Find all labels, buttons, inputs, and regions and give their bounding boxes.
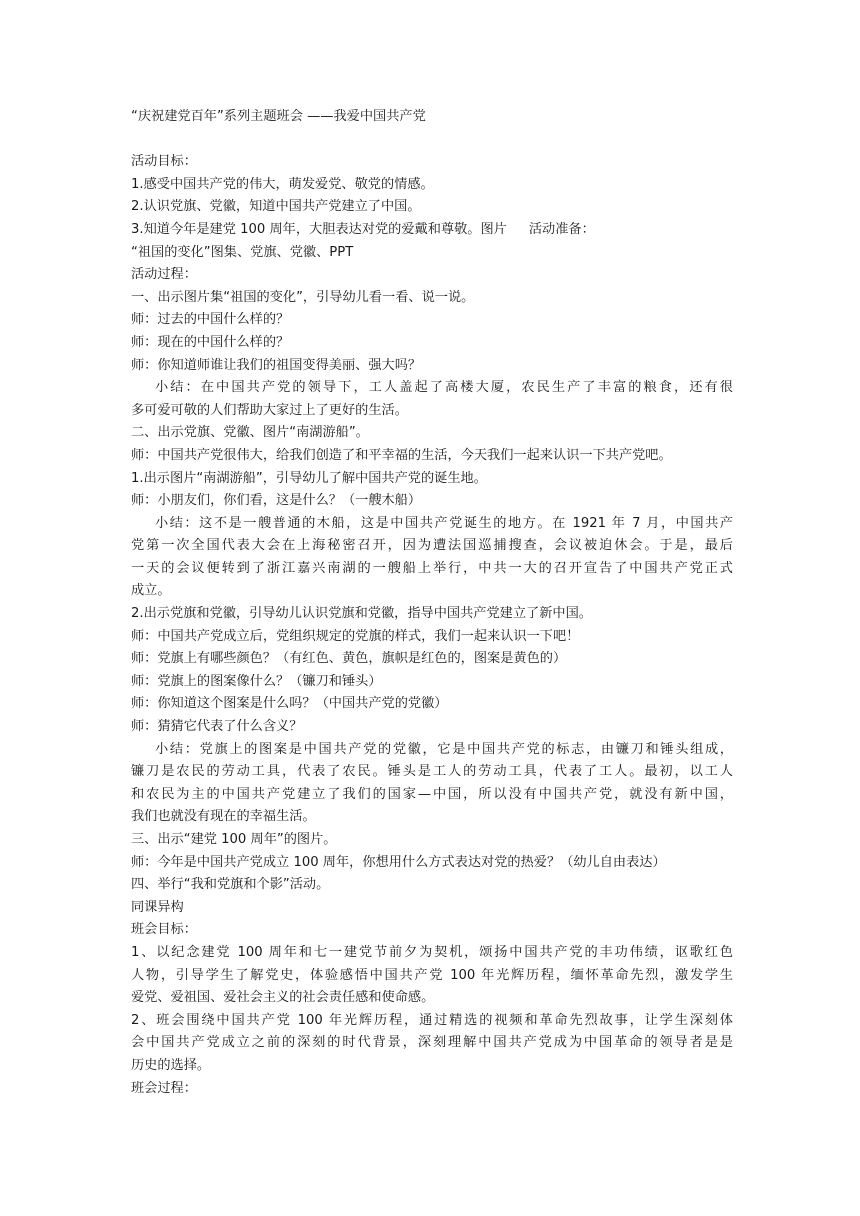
paragraph-line: 小结：在中国共产党的领导下，工人盖起了高楼大厦，农民生产了丰富的粮食，还有很 (155, 380, 733, 396)
paragraph-line: 师：小朋友们，你们看，这是什么？（一艘木船） (131, 493, 422, 509)
paragraph-line: 师：党旗上有哪些颜色？（有红色、黄色，旗帜是红色的，图案是黄色的） (131, 651, 567, 667)
paragraph-line: 1、以纪念建党 100 周年和七一建党节前夕为契机，颂扬中国共产党的丰功伟绩，讴歌红色 (131, 944, 733, 960)
paragraph-line: 一天的会议便转到了浙江嘉兴南湖的一艘船上举行，中共一大的召开宣告了中国共产党正式 (131, 560, 733, 576)
paragraph-line: 1.出示图片“南湖游船”，引导幼儿了解中国共产党的诞生地。 (131, 470, 487, 486)
paragraph-line: 成立。 (131, 583, 171, 599)
document-title: “庆祝建党百年”系列主题班会 ——我爱中国共产党 (131, 109, 426, 124)
paragraph-line (131, 219, 733, 242)
paragraph-line: 2、班会围绕中国共产党 100 年光辉历程，通过精选的视频和革命先烈故事，让学生深刻体 (131, 1012, 733, 1028)
paragraph-line: 党第一次全国代表大会在上海秘密召开，因为遭法国巡捕搜查，会议被迫休会。于是，最后 (131, 538, 733, 554)
section-heading: 同课异构 (131, 899, 184, 915)
paragraph-line: 多可爱可敬的人们帮助大家过上了更好的生活。 (131, 402, 408, 418)
paragraph-line: 师：过去的中国什么样的？ (131, 312, 290, 328)
paragraph-line: 我们也就没有现在的幸福生活。 (131, 809, 316, 825)
paragraph-line: 四、举行“我和党旗和个影”活动。 (131, 877, 330, 893)
paragraph-line: 师：中国共产党很伟大，给我们创造了和平幸福的生活，今天我们一起来认识一下共产党吧。 (131, 447, 672, 463)
paragraph-line: 小结：这不是一艘普通的木船，这是中国共产党诞生的地方。在 1921 年 7 月，中国共产 (155, 515, 733, 531)
paragraph-line: 师：猜猜它代表了什么含义？ (131, 719, 303, 735)
paragraph-line: 会中国共产党成立之前的深刻的时代背景，深刻理解中国共产党成为中国革命的领导者是是 (131, 1035, 733, 1051)
section-heading: 班会目标： (131, 922, 197, 938)
paragraph-line: 师：中国共产党成立后，党组织规定的党旗的样式，我们一起来认识一下吧！ (131, 628, 580, 644)
paragraph-line: 历史的选择。 (131, 1057, 211, 1073)
paragraph-line: 人物，引导学生了解党史，体验感悟中国共产党 100 年光辉历程，缅怀革命先烈，激发学生 (131, 967, 733, 983)
paragraph-line: 师：现在的中国什么样的？ (131, 334, 290, 350)
document-page (131, 106, 733, 1100)
blank-line (131, 129, 733, 152)
section-heading: 活动目标： (131, 154, 197, 170)
paragraph-line: 师：你知道师谁让我们的祖国变得美丽、强大吗？ (131, 357, 422, 373)
paragraph-line: 2.认识党旗、党徽，知道中国共产党建立了中国。 (131, 199, 421, 215)
prep-label: 活动准备： (528, 221, 595, 237)
paragraph-line: “祖国的变化”图集、党旗、党徽、PPT (131, 244, 354, 260)
paragraph-text: 3.知道今年是建党 100 周年，大胆表达对党的爱戴和尊敬。图片 (131, 221, 507, 237)
section-heading: 活动过程： (131, 267, 197, 283)
paragraph-line: 一、出示图片集“祖国的变化”，引导幼儿看一看、说一说。 (131, 289, 475, 305)
paragraph-line: 师：你知道这个图案是什么吗？（中国共产党的党徽） (131, 696, 448, 712)
paragraph-line: 镰刀是农民的劳动工具，代表了农民。锤头是工人的劳动工具，代表了工人。最初，以工人 (131, 764, 733, 780)
paragraph-line: 爱党、爱祖国、爱社会主义的社会责任感和使命感。 (131, 990, 435, 1006)
paragraph-line: 师：今年是中国共产党成立 100 周年，你想用什么方式表达对党的热爱？（幼儿自由表达） (131, 854, 666, 870)
paragraph-line: 和农民为主的中国共产党建立了我们的国家—中国，所以没有中国共产党，就没有新中国， (131, 786, 733, 802)
paragraph-line: 师：党旗上的图案像什么？（镰刀和锤头） (131, 673, 382, 689)
paragraph-line: 三、出示“建党 100 周年”的图片。 (131, 832, 337, 847)
paragraph-line: 小结：党旗上的图案是中国共产党的党徽，它是中国共产党的标志，由镰刀和锤头组成， (155, 741, 733, 757)
section-heading: 班会过程： (131, 1080, 197, 1096)
paragraph-line: 1.感受中国共产党的伟大，萌发爱党、敬党的情感。 (131, 176, 434, 192)
paragraph-line: 2.出示党旗和党徽，引导幼儿认识党旗和党徽，指导中国共产党建立了新中国。 (131, 606, 592, 622)
paragraph-line: 二、出示党旗、党徽、图片“南湖游船”。 (131, 425, 369, 441)
